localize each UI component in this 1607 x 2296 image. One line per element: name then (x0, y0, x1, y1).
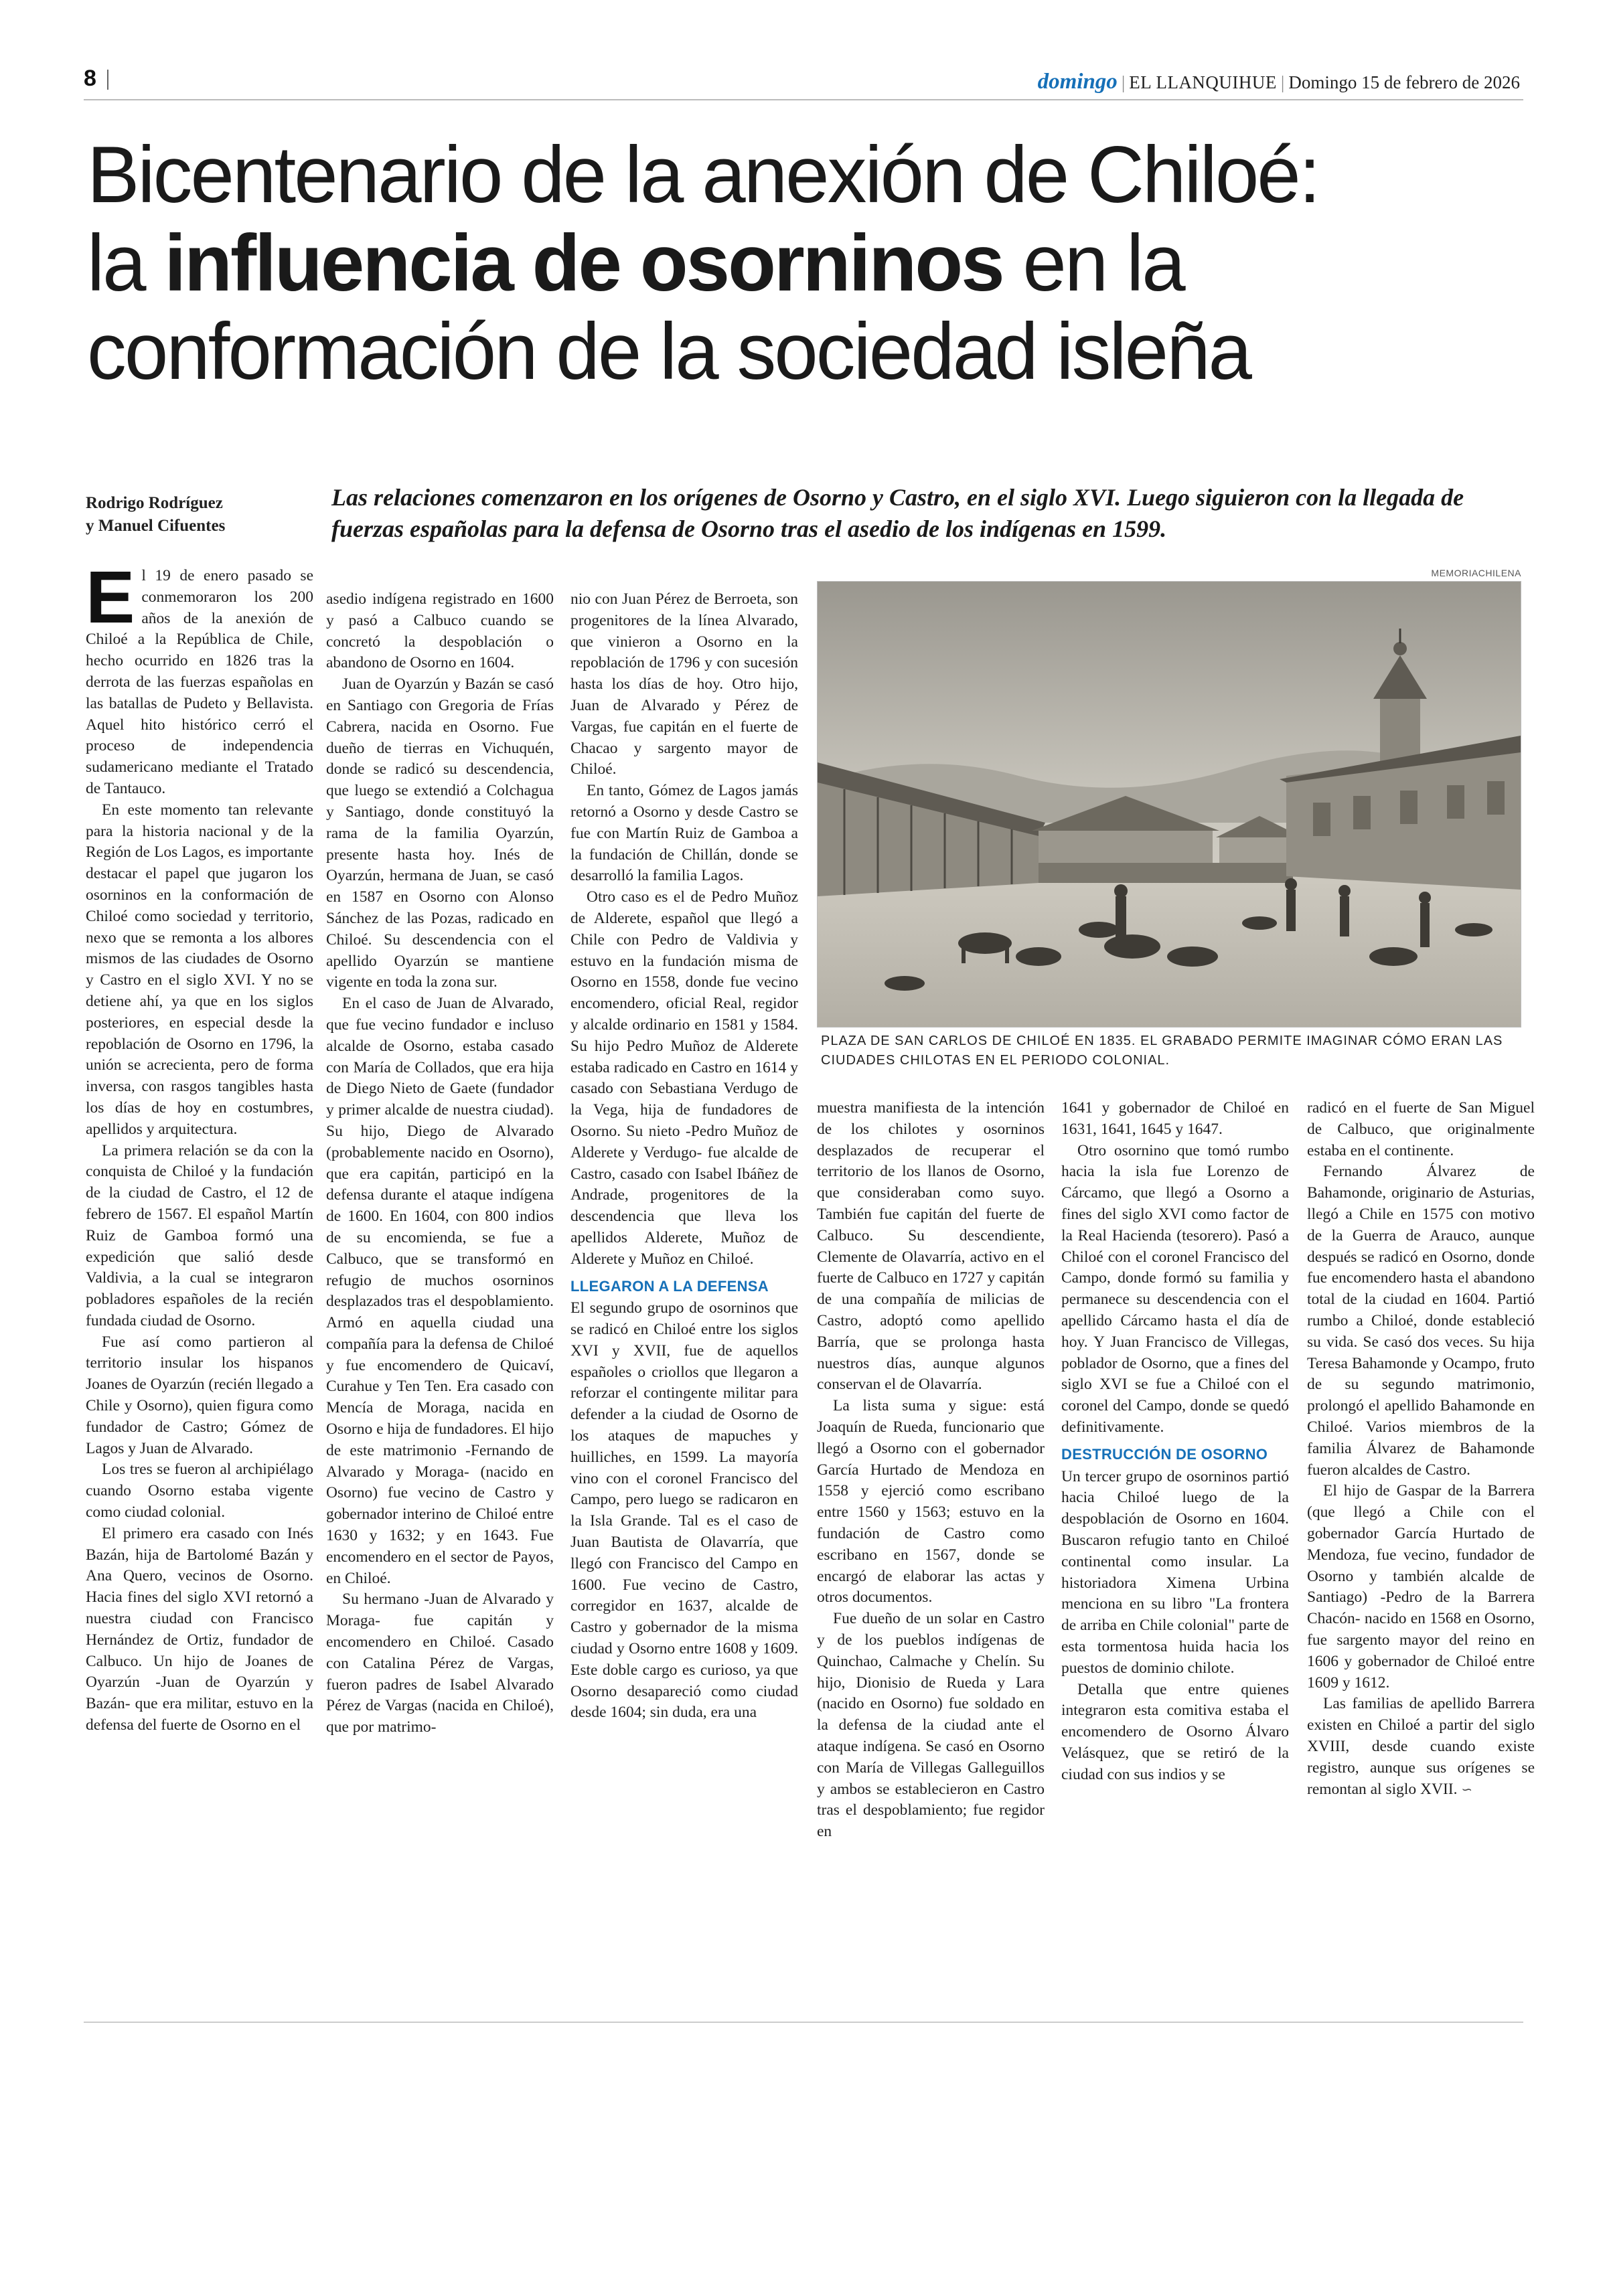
engraving-image (817, 581, 1521, 1028)
paragraph: Otro caso es el de Pedro Muñoz de Alderete, español que llegó a Chile con Pedro de Valdivia y estuvo en la fundación misma de Osorno en 1558, donde fue vecino encomendero, oficial Real, regidor y alcalde ordinario en 1581 y 1584. Su hijo Pedro Muñoz de Alderete estaba radicado en Castro en 1614 y casado con Sebastiana Verdugo de la Vega, hija de fundadores de Osorno. Su nieto -Pedro Muñoz de Alderete y Verdugo- fue alcalde de Castro, casado con Isabel Ibáñez de Andrade, progenitores de la descendencia que lleva los apellidos Alderete, Muñoz de Alderete y Muñoz en Chiloé. (570, 888, 798, 1268)
footer-rule (84, 2022, 1523, 2023)
paragraph: El 19 de enero pasado se conmemoraron los 200 años de la anexión de Chiloé a la República de Chile, hecho ocurrido en 1826 tras la derrota de las fuerzas españolas en las batallas de Pudeto y Bellavista. Aquel hito histórico cerró el proceso de independencia sudamericano mediante el Tratado de Tantauco. (86, 556, 313, 797)
paragraph: Otro osornino que tomó rumbo hacia la isla fue Lorenzo de Cárcamo, que llegó a Osorno a fines del siglo XVI como factor de la Real Hacienda (tesorero). Pasó a Chiloé con el coronel Francisco del Campo, donde formó su familia y permanece su descendencia con el apellido Cárcamo hasta el día de hoy. Y Juan Francisco de Villegas, poblador de Osorno, que a fines del siglo XVI se fue a Chiloé con el coronel del Campo, donde se quedó definitivamente. (1061, 1141, 1289, 1436)
header-rule (84, 99, 1523, 100)
headline-line-3: conformación de la sociedad isleña (87, 307, 1251, 396)
byline-author-1: Rodrigo Rodríguez (86, 494, 223, 512)
paragraph: Fue dueño de un solar en Castro y de los pueblos indígenas de Quinchao, Calmache y Chelín. Su hijo, Dionisio de Rueda y Lara (nacido en Osorno) fue soldado en la defensa de la ciudad ante el ataque indígena. Se casó en Osorno con María de Villegas Galleguillos y ambos se establecieron en Castro tras el despoblamiento; fue regidor en (817, 1610, 1045, 1841)
headline-line-2-end: en la (1002, 218, 1184, 308)
article-column-6 (1307, 1098, 1535, 1800)
paragraph: Las familias de apellido Barrera existen en Chiloé a partir del siglo XVIII, desde cuando existe registro, aunque sus orígenes se remontan al siglo XVII. ∽ (1307, 1695, 1535, 1798)
subheading: LLEGARON A LA DEFENSA (570, 1277, 769, 1295)
photo-credit: MEMORIACHILENA (1431, 568, 1521, 578)
paragraph: Detalla que entre quienes integraron esta comitiva estaba el encomendero de Osorno Álvaro Velásquez, que se retiró de la ciudad con sus indios y se (1061, 1680, 1289, 1783)
newspaper-name: EL LLANQUIHUE (1129, 72, 1277, 92)
subheading: DESTRUCCIÓN DE OSORNO (1061, 1445, 1268, 1463)
article-column-1 (86, 556, 313, 1736)
paragraph: muestra manifiesta de la intención de los chilotes y osorninos desplazados de recuperar el territorio de los llanos de Osorno, que consideraban como suyo. También fue capitán del fuerte de Calbuco. Su descendiente, Clemente de Olavarría, activo en el fuerte de Calbuco en 1727 y capitán de una compañía de milicias de Castro, adoptó como apellido Barría, que se prolonga hasta nuestros días, aunque algunos conservan el de Olavarría. (817, 1099, 1045, 1394)
paragraph: En este momento tan relevante para la historia nacional y de la Región de Los Lagos, es importante destacar el papel que jugaron los osorninos en la conformación de Chiloé como sociedad y territorio, nexo que se remonta a los albores mismos de las ciudades de Osorno y Castro en el siglo XVI. Y no se detiene ahí, ya que en los siglos posteriores, en especial desde la repoblación de Osorno en 1796, la unión se acrecienta, pero de forma inversa, con rasgos tangibles hasta los días de hoy en costumbres, apellidos y arquitectura. (86, 801, 313, 1138)
paragraph: El segundo grupo de osorninos que se radicó en Chiloé entre los siglos XVI y XVII, fue de aquellos españoles o criollos que llegaron a reforzar el contingente militar para defender a la ciudad de Osorno de los ataques de mapuches y huilliches, en 1599. La mayoría vino con el coronel Francisco del Campo, pero luego se radicaron en la Isla Grande. Tal es el caso de Juan Bautista de Olavarría, que llegó con Francisco del Campo en 1600. Fue vecino de Castro, corregidor en 1637, alcalde de Castro y gobernador de la misma ciudad y Osorno entre 1608 y 1609. Este doble cargo es curioso, ya que Osorno desapareció como ciudad desde 1604; sin duda, era una (570, 1299, 798, 1722)
end-mark-icon: ∽ (1461, 1781, 1473, 1797)
paragraph: Fue así como partieron al territorio insular los hispanos Joanes de Oyarzún (recién llegado a Chile y Osorno), quien figura como fundador de Castro; Gómez de Lagos y Juan de Alvarado. (86, 1333, 313, 1457)
paragraph: La lista suma y sigue: está Joaquín de Rueda, funcionario que llegó a Osorno con el gobernador García Hurtado de Mendoza en 1558 y ejerció como escribano entre 1560 y 1563; estuvo en la fundación de Castro como escribano en 1567, donde se encargó de elaborar las actas y otros documentos. (817, 1397, 1045, 1607)
byline (86, 492, 300, 538)
paragraph: Un tercer grupo de osorninos partió hacia Chiloé luego de la despoblación de Osorno en 1604. Buscaron refugio tanto en Chiloé continental como insular. La historiadora Ximena Urbina menciona en su libro "La frontera de arriba en Chile colonial" parte de esta tormentosa huida hacia los puestos de dominio chilote. (1061, 1467, 1289, 1677)
paragraph: asedio indígena registrado en 1600 y pasó a Calbuco cuando se concretó la despoblación o abandono de Osorno en 1604. (326, 590, 554, 672)
paragraph: Juan de Oyarzún y Bazán se casó en Santiago con Gregoria de Frías Cabrera, nacida en Osorno. Fue dueño de tierras en Vichuquén, donde se radicó su descendencia, que luego se extendió a Colchagua y Santiago, donde constituyó la rama de la familia Oyarzún, presente hasta hoy. Inés de Oyarzún, hermana de Juan, se casó en 1587 en Osorno con Alonso Sánchez de las Pozas, radicado en Chiloé. Su descendencia con el apellido Oyarzún se mantiene vigente en toda la zona sur. (326, 675, 554, 991)
paragraph: 1641 y gobernador de Chiloé en 1631, 1641, 1645 y 1647. (1061, 1099, 1289, 1138)
headline-line-1: Bicentenario de la anexión de Chiloé: (87, 130, 1319, 220)
paragraph: La primera relación se da con la conquista de Chiloé y la fundación de la ciudad de Castro, el 12 de febrero de 1567. El español Martín Ruiz de Gamboa formó una expedición que salió desde Valdivia, a la cual se integraron pobladores españoles de la recién fundada ciudad de Osorno. (86, 1141, 313, 1329)
article-column-3 (570, 589, 798, 1724)
drop-cap: E (86, 556, 135, 639)
paragraph: Fernando Álvarez de Bahamonde, originario de Asturias, llegó a Chile en 1575 con motivo de la Guerra de Arauco, aunque después se radicó en Osorno, donde fue encomendero hasta el abandono total de la ciudad en 1604. Partió rumbo a Chiloé, donde estableció su vida. Se casó dos veces. Su hija Teresa Bahamonde y Ocampo, fruto de su segundo matrimonio, prolongó el apellido Bahamonde en Chiloé. Varios miembros de la familia Álvarez de Bahamonde fueron alcaldes de Castro. (1307, 1163, 1535, 1479)
issue-date: Domingo 15 de febrero de 2026 (1288, 72, 1520, 92)
headline (87, 131, 1511, 396)
paragraph: nio con Juan Pérez de Berroeta, son progenitores de la línea Alvarado, que vinieron a Osorno en la repoblación de 1796 y con sucesión hasta los días de hoy. Otro hijo, Juan de Alvarado y Pérez de Vargas, fue capitán en el fuerte de Chacao y sargento mayor de Chiloé. (570, 590, 798, 778)
image-caption: PLAZA DE SAN CARLOS DE CHILOÉ EN 1835. EL GRABADO PERMITE IMAGINAR CÓMO ERAN LAS CIUDADES CHILOTAS EN EL PERIODO COLONIAL. (821, 1034, 1503, 1068)
section-name: domingo (1037, 70, 1118, 94)
headline-line-2-bold: influencia de osorninos (164, 218, 1003, 308)
paragraph: El hijo de Gaspar de la Barrera (que llegó a Chile con el gobernador García Hurtado de Mendoza, fue vecino, fundador de Osorno y también alcalde de Santiago) -Pedro de la Barrera Chacón- nacido en 1568 en Osorno, fue sargento mayor del reino en 1606 y gobernador de Chiloé entre 1609 y 1612. (1307, 1482, 1535, 1692)
paragraph: Los tres se fueron al archipiélago cuando Osorno estaba vigente como ciudad colonial. (86, 1461, 313, 1522)
headline-line-2-start: la (87, 218, 165, 308)
page-number: 8 (84, 66, 96, 91)
masthead: domingo | EL LLANQUIHUE | Domingo 15 de febrero de 2026 (1037, 70, 1520, 94)
byline-author-2: y Manuel Cifuentes (86, 517, 226, 535)
deck: Las relaciones comenzaron en los orígenes de Osorno y Castro, en el siglo XVI. Luego siguieron con la llegada de fuerzas españolas para la defensa de Osorno tras el asedio de los indígenas en 1599. (331, 484, 1464, 542)
article-column-5 (1061, 1098, 1289, 1786)
paragraph: El primero era casado con Inés Bazán, hija de Bartolomé Bazán y Ana Quero, vecinos de Osorno. Hacia fines del siglo XVI retornó a nuestra ciudad con Francisco Hernández de Ortiz, fundador de Calbuco. Un hijo de Joanes de Oyarzún -Juan de Oyarzún y Bazán- que era militar, estuvo en la defensa del fuerte de Osorno en el (86, 1524, 313, 1734)
article-column-4 (817, 1098, 1045, 1843)
article-column-2 (326, 589, 554, 1738)
paragraph: radicó en el fuerte de San Miguel de Calbuco, que originalmente estaba en el continente. (1307, 1099, 1535, 1159)
paragraph: En tanto, Gómez de Lagos jamás retornó a Osorno y desde Castro se fue con Martín Ruiz de Gamboa a la fundación de Chillán, donde se desarrolló la familia Lagos. (570, 782, 798, 885)
paragraph: En el caso de Juan de Alvarado, que fue vecino fundador e incluso alcalde de Osorno, estaba casado con María de Collados, que era hija de Diego Nieto de Gaete (fundador y primer alcalde de nuestra ciudad). Su hijo, Diego de Alvarado (probablemente nacido en Osorno), que era capitán, participó en la defensa durante el ataque indígena de 1600. En 1604, con 800 indios de su encomienda, se fue a Calbuco, que se transformó en refugio de muchos osorninos desplazados tras el despoblamiento. Armó en aquella ciudad una compañía para la defensa de Chiloé y fue encomendero de Quicaví, Curahue y Ten Ten. Era casado con Mencía de Moraga, nacida en Osorno e hija de fundadores. El hijo de este matrimonio -Fernando de Alvarado y Moraga- (nacido en Osorno) fue vecino de Castro y gobernador interino de Chiloé entre 1630 y 1632; y en 1643. Fue encomendero en el sector de Payos, en Chiloé. (326, 995, 554, 1587)
paragraph: Su hermano -Juan de Alvarado y Moraga- fue capitán y encomendero en Chiloé. Casado con Catalina Pérez de Vargas, fueron padres de Isabel Alvarado Pérez de Vargas (nacida en Chiloé), que por matrimo- (326, 1590, 554, 1736)
page-number-divider (107, 70, 108, 90)
